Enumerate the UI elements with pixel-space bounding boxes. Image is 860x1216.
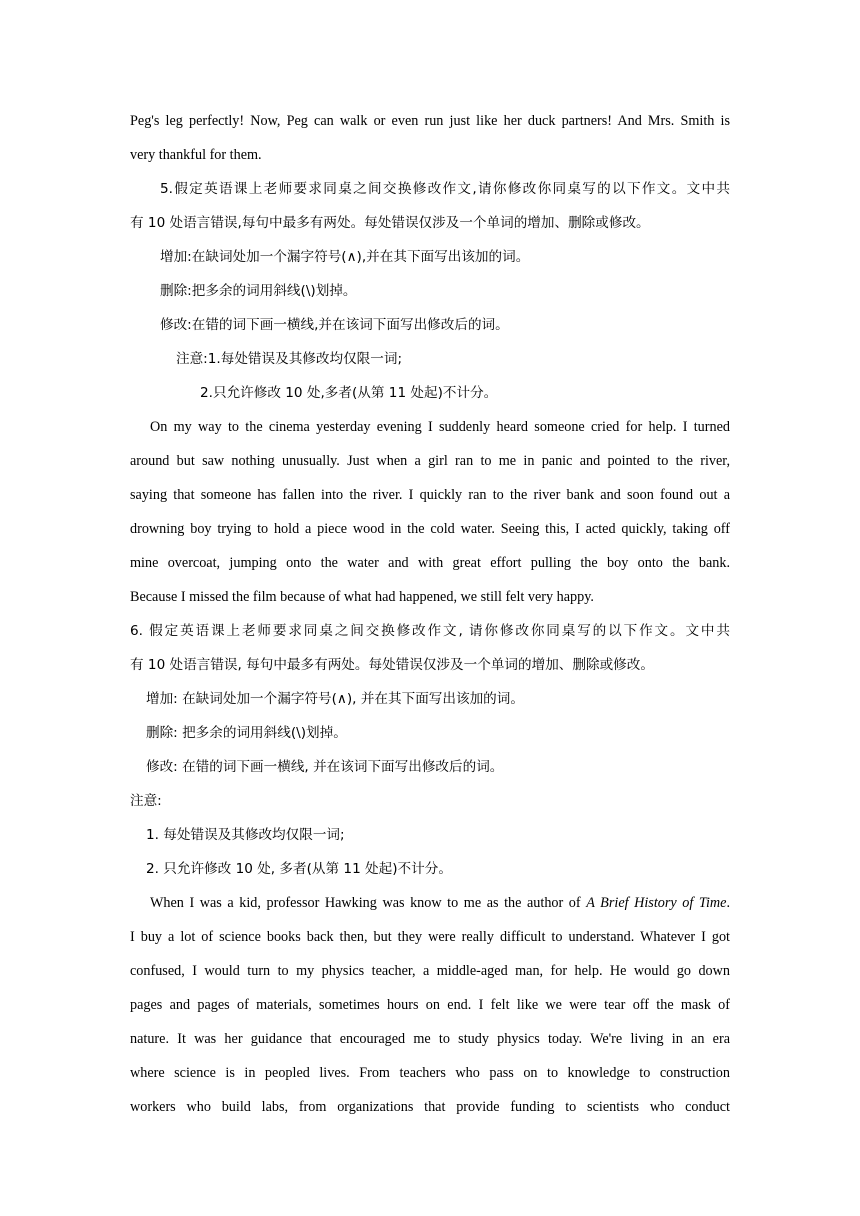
q6-passage-line-1-post: . bbox=[726, 895, 731, 911]
q6-modify-instruction: 修改: 在错的词下画一横线, 并在该词下面写出修改后的词。 bbox=[146, 759, 504, 775]
q6-note-2: 2. 只允许修改 10 处, 多者(从第 11 处起)不计分。 bbox=[146, 861, 452, 877]
q6-intro-line-1: 6. 假定英语课上老师要求同桌之间交换修改作文, 请你修改你同桌写的以下作文。文中共 bbox=[130, 623, 730, 639]
q6-passage-line-6: where science is in peopled lives. From teachers who pass on to knowledge to construction bbox=[130, 1065, 730, 1081]
q5-modify-instruction: 修改:在错的词下画一横线,并在该词下面写出修改后的词。 bbox=[160, 317, 509, 333]
q5-delete-instruction: 删除:把多余的词用斜线(\)划掉。 bbox=[160, 283, 357, 299]
q5-passage-line-1: On my way to the cinema yesterday evening I suddenly heard someone cried for help. I turned bbox=[150, 419, 730, 435]
q6-passage-line-3: confused, I would turn to my physics teacher, a middle-aged man, for help. He would go down bbox=[130, 963, 730, 979]
q6-passage-line-7: workers who build labs, from organizations that provide funding to scientists who conduct bbox=[130, 1099, 730, 1115]
prev-passage-line-1: Peg's leg perfectly! Now, Peg can walk or even run just like her duck partners! And Mrs. Smith is bbox=[130, 113, 730, 129]
q5-passage-line-2: around but saw nothing unusually. Just when a girl ran to me in panic and pointed to the river, bbox=[130, 453, 730, 469]
q6-passage-line-2: I buy a lot of science books back then, but they were really difficult to understand. Whatever I got bbox=[130, 929, 730, 945]
q6-note-label: 注意: bbox=[130, 793, 162, 809]
q6-add-instruction: 增加: 在缺词处加一个漏字符号(∧), 并在其下面写出该加的词。 bbox=[146, 691, 524, 707]
q6-passage-line-1 bbox=[130, 886, 730, 920]
q5-note-2: 2.只允许修改 10 处,多者(从第 11 处起)不计分。 bbox=[200, 385, 498, 401]
prev-passage-line-2: very thankful for them. bbox=[130, 147, 262, 163]
q5-intro-line-2: 有 10 处语言错误,每句中最多有两处。每处错误仅涉及一个单词的增加、删除或修改。 bbox=[130, 215, 650, 231]
book-title: A Brief History of Time bbox=[586, 895, 727, 911]
q6-delete-instruction: 删除: 把多余的词用斜线(\)划掉。 bbox=[146, 725, 347, 741]
document-page bbox=[130, 104, 730, 1124]
q6-intro-line-2: 有 10 处语言错误, 每句中最多有两处。每处错误仅涉及一个单词的增加、删除或修改。 bbox=[130, 657, 654, 673]
q5-passage-line-6: Because I missed the film because of what had happened, we still felt very happy. bbox=[130, 589, 594, 605]
q5-passage-line-5: mine overcoat, jumping onto the water and with great effort pulling the boy onto the bank. bbox=[130, 555, 730, 571]
q6-passage-line-4: pages and pages of materials, sometimes hours on end. I felt like we were tear off the mask of bbox=[130, 997, 730, 1013]
q6-note-1: 1. 每处错误及其修改均仅限一词; bbox=[146, 827, 345, 843]
q5-passage-line-4: drowning boy trying to hold a piece wood in the cold water. Seeing this, I acted quickly, taking off bbox=[130, 521, 730, 537]
q6-passage-line-5: nature. It was her guidance that encouraged me to study physics today. We're living in an era bbox=[130, 1031, 730, 1047]
q5-intro-line-1: 5.假定英语课上老师要求同桌之间交换修改作文,请你修改你同桌写的以下作文。文中共 bbox=[160, 181, 730, 197]
q6-passage-line-1-pre: When I was a kid, professor Hawking was know to me as the author of bbox=[150, 895, 587, 911]
q5-passage-line-3: saying that someone has fallen into the river. I quickly ran to the river bank and soon found out a bbox=[130, 487, 730, 503]
q5-note-1: 注意:1.每处错误及其修改均仅限一词; bbox=[176, 351, 403, 367]
q5-add-instruction: 增加:在缺词处加一个漏字符号(∧),并在其下面写出该加的词。 bbox=[160, 249, 530, 265]
